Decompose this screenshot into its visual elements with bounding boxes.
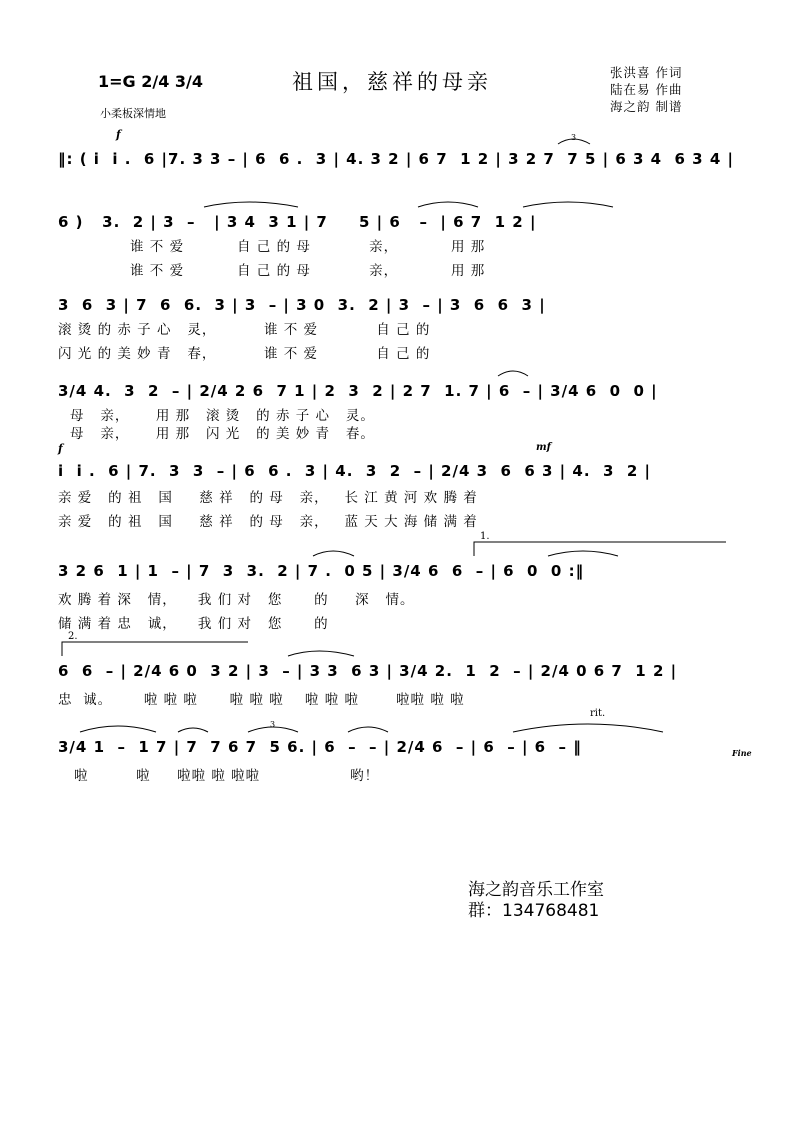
- credits: [610, 64, 682, 115]
- slur-marks-4: [58, 382, 738, 402]
- lyric-line8: 啦 啦 啦啦 啦 啦啦 哟！: [74, 768, 380, 784]
- lyric-verse1-line4: 母 亲， 用 那 滚 烫 的 赤 子 心 灵。: [70, 408, 375, 424]
- lyricist-credit: 张洪喜 作词: [610, 65, 683, 80]
- volta-1-label: 1.: [480, 531, 490, 542]
- studio-info: [468, 880, 604, 922]
- lyric-line7: 忠 诚。 啦 啦 啦 啦 啦 啦 啦 啦 啦 啦啦 啦 啦: [58, 692, 465, 708]
- lyric-verse2-line6: 储 满 着 忠 诚， 我 们 对 您 的: [58, 616, 329, 632]
- lyric-verse1-line5: 亲 爱 的 祖 国 慈 祥 的 母 亲， 长 江 黄 河 欢 腾 着: [58, 490, 478, 506]
- studio-name: 海之韵音乐工作室: [468, 880, 604, 900]
- slur-marks-2: [58, 213, 738, 233]
- lyric-verse2-line3: 闪 光 的 美 妙 青 春， 谁 不 爱 自 己 的: [58, 346, 431, 362]
- notation-line-3: 3 6 3 | 7 6 6. 3 | 3 – | 3 0 3. 2 | 3 – | 3 6 6 3 |: [58, 296, 546, 314]
- score-line-5: [58, 442, 738, 542]
- lyric-verse1-line2: 谁 不 爱 自 己 的 母 亲， 用 那: [130, 239, 486, 255]
- score-line-8: [58, 708, 752, 818]
- notation-line-6: 3 2 6 1 | 1 – | 7 3 3. 2 | 7 . 0 5 | 3/4 6 6 – | 6 0 0 :‖: [58, 562, 585, 580]
- lyric-verse1-line3: 滚 烫 的 赤 子 心 灵， 谁 不 爱 自 己 的: [58, 322, 431, 338]
- notation-line-8: 3/4 1 – 1 7 | 7 7 6 7 5 6. | 6 – – | 2/4 6 – | 6 – | 6 – ‖: [58, 738, 582, 756]
- engraver-credit: 海之韵 制谱: [610, 99, 683, 114]
- composer-credit: 陆在易 作曲: [610, 82, 683, 97]
- slur-marks-1: [58, 150, 738, 170]
- score-line-3: [58, 296, 738, 376]
- rit-marking: rit.: [590, 708, 606, 719]
- triplet-mark-2: 3: [270, 720, 276, 729]
- score-line-6: [58, 531, 738, 642]
- lyric-verse2-line4: 母 亲， 用 那 闪 光 的 美 妙 青 春。: [70, 426, 375, 442]
- key-signature: 1=G 2/4 3/4: [98, 72, 204, 91]
- dynamic-mezzo-forte: mf: [536, 442, 551, 453]
- notation-line-7: 6 6 – | 2/4 6 0 3 2 | 3 – | 3 3 6 3 | 3/4 2. 1 2 – | 2/4 0 6 7 1 2 |: [58, 662, 678, 680]
- tempo-marking: 小柔板深情地: [100, 107, 166, 120]
- fine-marking: Fine: [732, 748, 752, 758]
- volta-2-label: 2.: [68, 631, 78, 642]
- triplet-mark-1: 3: [571, 133, 577, 142]
- notation-line-5: i i . 6 | 7. 3 3 – | 6 6 . 3 | 4. 3 2 – | 2/4 3 6 6 3 | 4. 3 2 |: [58, 462, 651, 480]
- lyric-verse2-line2: 谁 不 爱 自 己 的 母 亲， 用 那: [130, 263, 486, 279]
- studio-group: 群：134768481: [468, 901, 600, 921]
- lyric-verse1-line6: 欢 腾 着 深 情， 我 们 对 您 的 深 情。: [58, 592, 415, 608]
- notation-line-2: 6 ) 3. 2 | 3 – | 3 4 3 1 | 7 5 | 6 – | 6 7 1 2 |: [58, 213, 537, 231]
- score-line-7: [58, 631, 738, 742]
- lyric-verse2-line5: 亲 爱 的 祖 国 慈 祥 的 母 亲， 蓝 天 大 海 储 满 着: [58, 514, 478, 530]
- notation-line-4: 3/4 4. 3 2 – | 2/4 2 6 7 1 | 2 3 2 | 2 7 1. 7 | 6 – | 3/4 6 0 0 |: [58, 382, 658, 400]
- notation-line-1: ‖: ( i i . 6 |7. 3 3 – | 6 6 . 3 | 4. 3 2 | 6 7 1 2 | 3 2 7 7 5 | 6 3 4 6 3 4 |: [58, 150, 734, 168]
- page-title: 祖国，慈祥的母亲: [292, 70, 492, 94]
- dynamic-forte: f: [116, 128, 121, 141]
- score-line-2: [58, 213, 738, 293]
- dynamic-forte-2: f: [58, 442, 63, 455]
- score-line-4: [58, 382, 738, 462]
